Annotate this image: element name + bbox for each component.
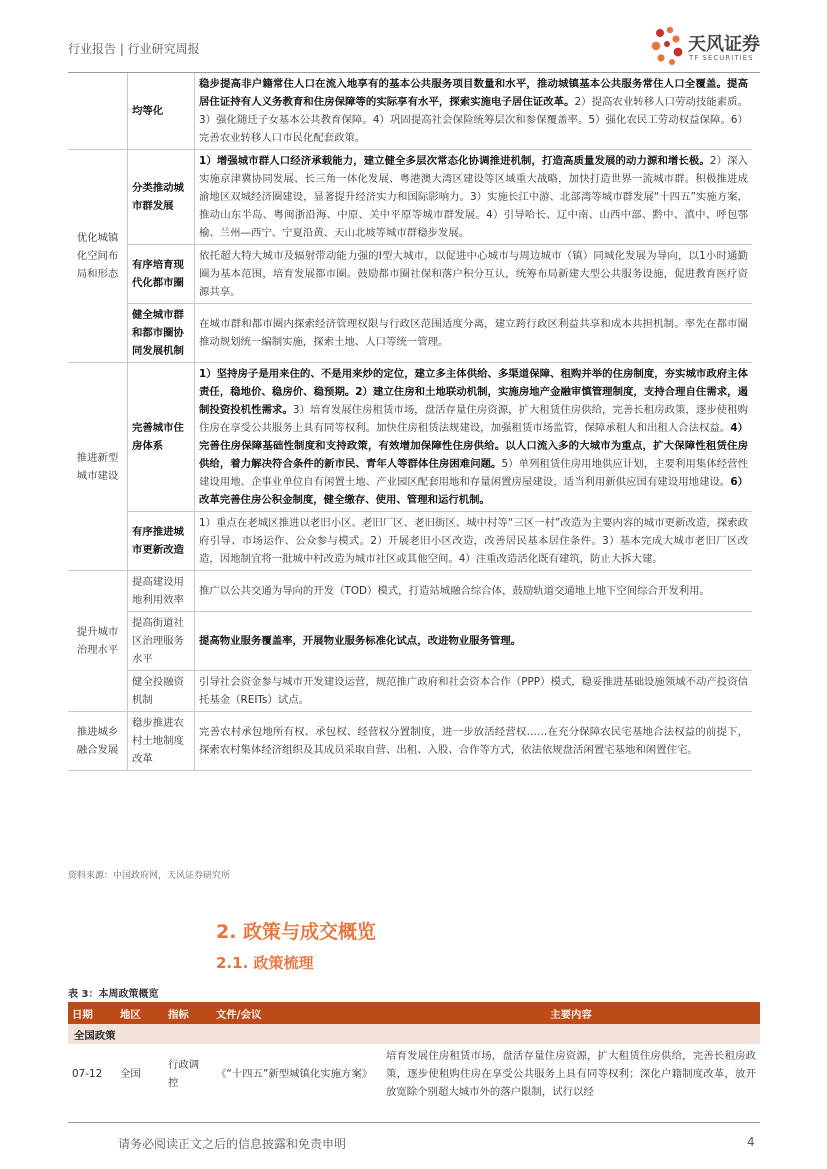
table-row bbox=[68, 73, 752, 150]
category-cell bbox=[68, 73, 128, 150]
measure-cell bbox=[195, 671, 753, 712]
policy-overview-table bbox=[68, 1002, 760, 1104]
subcategory-cell: 健全投融资机制 bbox=[128, 671, 195, 712]
cell-region: 全国 bbox=[120, 1068, 141, 1080]
policy-section-row bbox=[68, 1024, 760, 1044]
footer-divider bbox=[68, 1122, 760, 1123]
subcategory-cell: 提高街道社区治理服务水平 bbox=[128, 612, 195, 671]
cell-indicator: 行政调控 bbox=[168, 1059, 200, 1089]
measure-segment: 5）单列租赁住房用地供应计划，主要利用集体经营性建设用地、企事业单位自有闲置土地、产业园区配套用地和存量闲置房屋建设，适当利用新供应国有建设用地建设。 bbox=[199, 458, 748, 488]
category-cell: 推进城乡融合发展 bbox=[68, 712, 128, 771]
measure-cell bbox=[195, 73, 753, 150]
cell-date: 07-12 bbox=[72, 1068, 103, 1080]
subcategory-cell: 健全城市群和都市圈协同发展机制 bbox=[128, 304, 195, 363]
header-content: 主要内容 bbox=[382, 1002, 760, 1024]
subcategory-cell: 稳步推进农村土地制度改革 bbox=[128, 712, 195, 771]
subcategory-cell: 均等化 bbox=[128, 73, 195, 150]
measure-segment: 2）建立住房和土地联动机制，实施房地产金融审慎管理制度，支持合理自住需求，遏制投资投机性需求。 bbox=[199, 386, 748, 416]
table-caption: 表 3：本周政策概览 bbox=[68, 989, 159, 1000]
measure-cell bbox=[195, 612, 753, 671]
footer-disclaimer: 请务必阅读正文之后的信息披露和免责申明 bbox=[118, 1137, 347, 1151]
table-row bbox=[68, 304, 752, 363]
measure-text bbox=[199, 673, 748, 709]
section-heading: 2. 政策与成交概览 bbox=[216, 921, 377, 943]
table-row bbox=[68, 712, 752, 771]
cell-content: 培育发展住房租赁市场，盘活存量住房资源，扩大租赁住房供给，完善长租房政策，逐步使租购住房在享受公共服务上具有同等权利；深化户籍制度改革，放开放宽除个别超大城市外的落户限制，试行以经 bbox=[386, 1050, 756, 1098]
measure-segment: 完善农村承包地所有权、承包权、经营权分置制度，进一步放活经营权……在充分保障农民宅基地合法权益的前提下，探索农村集体经济组织及其成员采取自营、出租、入股、合作等方式，依法依规盘活闲置宅基地和闲置住宅。 bbox=[199, 726, 748, 756]
measure-segment: 3）培育发展住房租赁市场，盘活存量住房资源，扩大租赁住房供给，完善长租房政策，逐步使租购住房在享受公共服务上具有同等权利。加快住房租赁法规建设，加强租赁市场监管，保障承租人和出租人合法权益。 bbox=[199, 404, 748, 434]
measure-text bbox=[199, 723, 748, 759]
measure-text bbox=[199, 632, 748, 650]
measure-cell bbox=[195, 712, 753, 771]
table-row bbox=[68, 512, 752, 571]
header-region: 地区 bbox=[116, 1002, 164, 1024]
measure-segment: 引导社会资金参与城市开发建设运营，规范推广政府和社会资本合作（PPP）模式，稳妥推进基础设施领域不动产投资信托基金（REITs）试点。 bbox=[199, 676, 748, 706]
table-row bbox=[68, 1044, 760, 1104]
measure-segment: 推广以公共交通为导向的开发（TOD）模式，打造站城融合综合体，鼓励轨道交通地上地下空间综合开发利用。 bbox=[199, 585, 710, 597]
subcategory-cell: 完善城市住房体系 bbox=[128, 363, 195, 512]
header-indicator: 指标 bbox=[164, 1002, 212, 1024]
category-cell: 优化城镇化空间布局和形态 bbox=[68, 150, 128, 363]
measure-cell bbox=[195, 245, 753, 304]
subcategory-cell: 有序培育现代化都市圈 bbox=[128, 245, 195, 304]
measure-cell bbox=[195, 150, 753, 245]
measure-cell bbox=[195, 512, 753, 571]
measure-segment: 4）完善住房保障基础性制度和支持政策，有效增加保障性住房供给。以人口流入多的大城市为重点，扩大保障性租赁住房供给，着力解决符合条件的新市民、青年人等群体住房困难问题。 bbox=[199, 422, 748, 470]
table-row bbox=[68, 612, 752, 671]
table-row bbox=[68, 671, 752, 712]
category-cell: 提升城市治理水平 bbox=[68, 571, 128, 712]
table-row bbox=[68, 571, 752, 612]
measure-segment: 稳步提高非户籍常住人口在流入地享有的基本公共服务项目数量和水平，推动城镇基本公共服务常住人口全覆盖。提高居住证持有人义务教育和住房保障等的实际享有水平，探索实施电子居住证改革。 bbox=[199, 78, 748, 108]
subcategory-cell: 有序推进城市更新改造 bbox=[128, 512, 195, 571]
subcategory-cell: 提高建设用地利用效率 bbox=[128, 571, 195, 612]
header-date: 日期 bbox=[68, 1002, 116, 1024]
header-document: 文件/会议 bbox=[212, 1002, 382, 1024]
measure-segment: 1）增强城市群人口经济承载能力，建立健全多层次常态化协调推进机制，打造高质量发展的动力源和增长极。 bbox=[199, 155, 710, 167]
measure-cell bbox=[195, 571, 753, 612]
measure-segment: 6）改革完善住房公积金制度，健全缴存、使用、管理和运行机制。 bbox=[199, 476, 748, 506]
measure-segment: 2）提高农业转移人口劳动技能素质。3）强化随迁子女基本公共教育保障。4）巩固提高社会保险统筹层次和参保覆盖率。5）强化农民工劳动权益保障。6）完善农业转移人口市民化配套政策。 bbox=[199, 96, 748, 144]
logo-mark-icon bbox=[648, 24, 686, 68]
table-row bbox=[68, 150, 752, 245]
measure-cell bbox=[195, 363, 753, 512]
measure-text bbox=[199, 75, 748, 147]
subsection-heading: 2.1. 政策梳理 bbox=[216, 954, 314, 972]
urbanization-plan-table bbox=[68, 73, 752, 771]
company-logo bbox=[648, 24, 768, 72]
policy-table-header-row bbox=[68, 1002, 760, 1024]
measure-cell bbox=[195, 304, 753, 363]
measure-text bbox=[199, 365, 748, 509]
measure-segment: 1）重点在老城区推进以老旧小区、老旧厂区、老旧街区、城中村等“三区一村”改造为主要内容的城市更新改造，探索政府引导、市场运作、公众参与模式。2）开展老旧小区改造，改善居民基本居住条件。3）基本完成大城市老旧厂区改造，因地制宜将一批城中村改造为城市社区或其他空间。4）注重改造活化既有建筑，防止大拆大建。 bbox=[199, 517, 748, 565]
measure-segment: 1）坚持房子是用来住的、不是用来炒的定位，建立多主体供给、多渠道保障、租购并举的住房制度，夯实城市政府主体责任，稳地价、稳房价、稳预期。 bbox=[199, 368, 748, 398]
logo-name-en: TF SECURITIES bbox=[689, 54, 754, 62]
measure-text bbox=[199, 582, 748, 600]
page-number: 4 bbox=[747, 1135, 755, 1149]
table-source: 资料来源：中国政府网，天风证券研究所 bbox=[68, 871, 231, 881]
table-row bbox=[68, 245, 752, 304]
measure-text bbox=[199, 315, 748, 351]
measure-text bbox=[199, 514, 748, 568]
subcategory-cell: 分类推动城市群发展 bbox=[128, 150, 195, 245]
logo-name-cn: 天风证券 bbox=[688, 34, 760, 55]
measure-segment: 依托超大特大城市及辐射带动能力强的Ⅰ型大城市，以促进中心城市与周边城市（镇）同城化发展为导向，以1小时通勤圈为基本范围，培育发展都市圈。鼓励都市圈社保和落户积分互认，统筹布局新建大型公共服务设施，促进教育医疗资源共享。 bbox=[199, 250, 748, 298]
measure-text bbox=[199, 247, 748, 301]
measure-segment: 提高物业服务覆盖率，开展物业服务标准化试点，改进物业服务管理。 bbox=[199, 635, 522, 647]
measure-segment: 2）深入实施京津冀协同发展、长三角一体化发展、粤港澳大湾区建设等区域重大战略，加快打造世界一流城市群。积极推进成渝地区双城经济圈建设，显著提升经济实力和国际影响力。3）实施长江中游、北部湾等城市群发展“十四五”实施方案，推动山东半岛、粤闽浙沿海、中原、关中平原等城市群发展。4）引导哈长、辽中南、山西中部、黔中、滇中、呼包鄂榆、兰州—西宁、宁夏沿黄、天山北坡等城市群稳步发展。 bbox=[199, 155, 748, 239]
measure-segment: 在城市群和都市圈内探索经济管理权限与行政区范围适度分离，建立跨行政区利益共享和成本共担机制。率先在都市圈推动规划统一编制实施，探索土地、人口等统一管理。 bbox=[199, 318, 748, 348]
report-header-label: 行业报告 | 行业研究周报 bbox=[68, 42, 200, 56]
policy-section-label: 全国政策 bbox=[68, 1024, 760, 1044]
measure-text bbox=[199, 152, 748, 242]
category-cell: 推进新型城市建设 bbox=[68, 363, 128, 571]
table-row bbox=[68, 363, 752, 512]
cell-document: 《“十四五”新型城镇化实施方案》 bbox=[216, 1068, 373, 1080]
